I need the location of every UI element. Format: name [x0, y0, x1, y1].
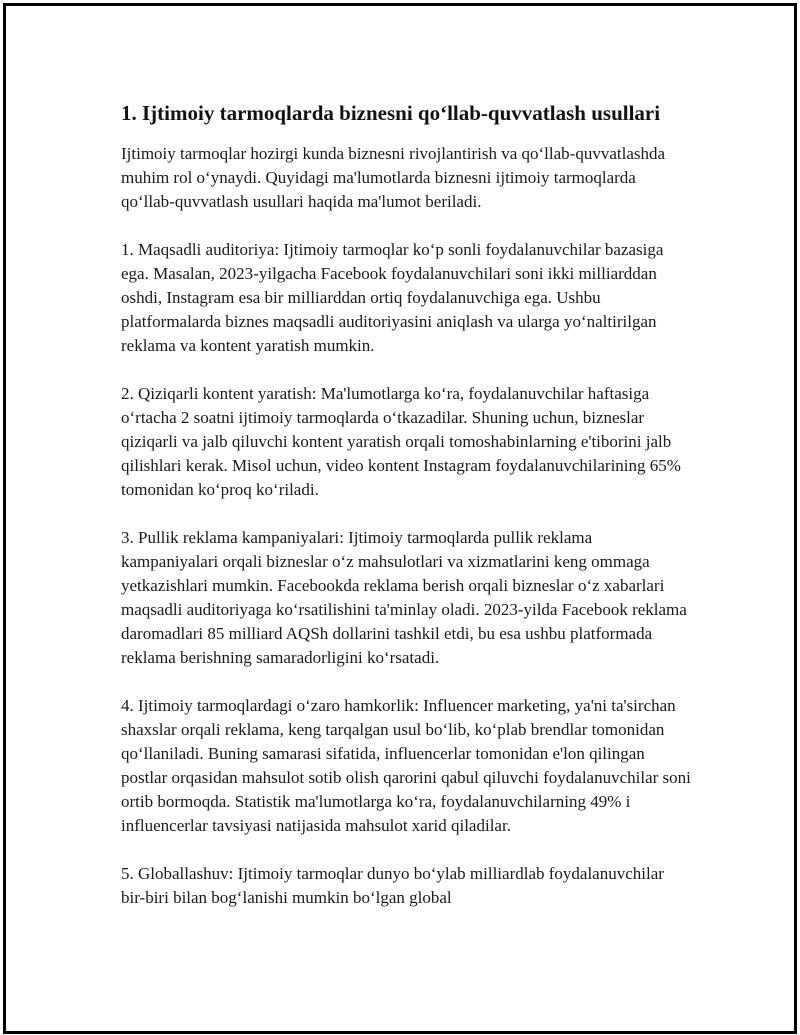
- section-target-audience: 1. Maqsadli auditoriya: Ijtimoiy tarmoqlar ko‘p sonli foydalanuvchilar bazasiga ega. Masalan, 2023-yilgacha Facebook foydalanuvchilari soni ikki milliarddan oshdi, Instagram esa bir milliarddan ortiq foydalanuvchiga ega. Ushbu platformalarda biznes maqsadli auditoriyasini aniqlash va ularga yo‘naltirilgan reklama va kontent yaratish mumkin.: [121, 240, 664, 355]
- section-globalization: 5. Globallashuv: Ijtimoiy tarmoqlar dunyo bo‘ylab milliardlab foydalanuvchilar bir-biri bilan bog‘lanishi mumkin bo‘lgan global: [121, 864, 664, 907]
- page-frame: [3, 3, 797, 1034]
- section-paid-advertising: 3. Pullik reklama kampaniyalari: Ijtimoiy tarmoqlarda pullik reklama kampaniyalari orqali bizneslar o‘z mahsulotlari va xizmatlarini keng ommaga yetkazishlari mumkin. Facebookda reklama berish orqali bizneslar o‘z xabarlari maqsadli auditoriyaga ko‘rsatilishini ta'minlay oladi. 2023-yilda Facebook reklama daromadlari 85 milliard AQSh dollarini tashkil etdi, bu esa ushbu platformada reklama berishning samaradorligini ko‘rsatadi.: [121, 528, 687, 667]
- section-collaboration: 4. Ijtimoiy tarmoqlardagi o‘zaro hamkorlik: Influencer marketing, ya'ni ta'sirchan shaxslar orqali reklama, keng tarqalgan usul bo‘lib, ko‘plab brendlar tomonidan qo‘llaniladi. Buning samarasi sifatida, influencerlar tomonidan e'lon qilingan postlar orqasidan mahsulot sotib olish qarorini qabul qiluvchi foydalanuvchilar soni ortib bormoqda. Statistik ma'lumotlarga ko‘ra, foydalanuvchilarning 49% i influencerlar tavsiyasi natijasida mahsulot xarid qiladilar.: [121, 696, 691, 835]
- document-heading: 1. Ijtimoiy tarmoqlarda biznesni qo‘llab-quvvatlash usullari: [121, 101, 661, 125]
- document-content: [121, 100, 691, 934]
- section-interesting-content: 2. Qiziqarli kontent yaratish: Ma'lumotlarga ko‘ra, foydalanuvchilar haftasiga o‘rtacha 2 soatni ijtimoiy tarmoqlarda o‘tkazadilar. Shuning uchun, bizneslar qiziqarli va jalb qiluvchi kontent yaratish orqali tomoshabinlarning e'tiborini jalb qilishlari kerak. Misol uchun, video kontent Instagram foydalanuvchilarining 65% tomonidan ko‘proq ko‘riladi.: [121, 384, 681, 499]
- intro-paragraph: Ijtimoiy tarmoqlar hozirgi kunda biznesni rivojlantirish va qo‘llab-quvvatlashda muhim rol o‘ynaydi. Quyidagi ma'lumotlarda biznesni ijtimoiy tarmoqlarda qo‘llab-quvvatlash usullari haqida ma'lumot beriladi.: [121, 144, 666, 211]
